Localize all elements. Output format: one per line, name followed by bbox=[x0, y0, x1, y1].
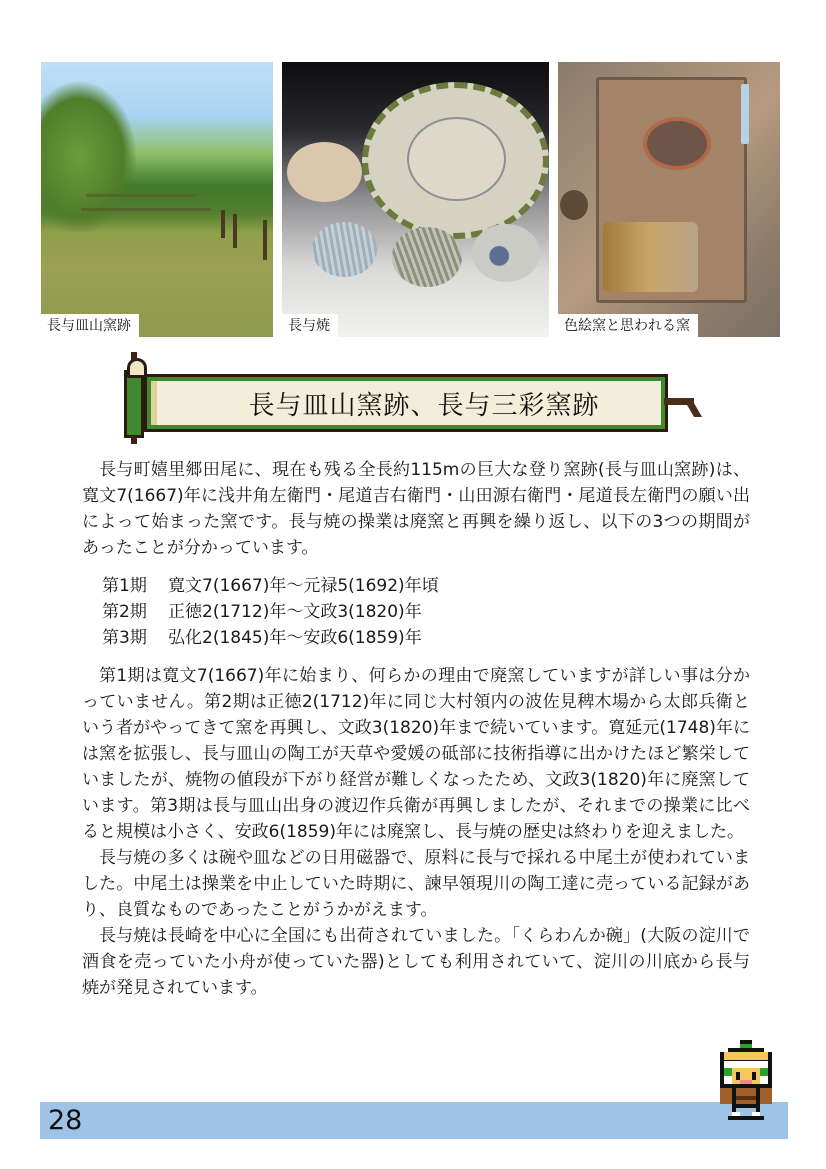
photo-caption: 色絵窯と思われる窯 bbox=[558, 314, 698, 337]
scroll-knob-icon bbox=[131, 352, 137, 360]
scroll-knob-icon bbox=[131, 436, 137, 444]
scroll-paper bbox=[151, 381, 661, 425]
period-label: 第3期 bbox=[102, 628, 147, 648]
pixel-mascot-icon bbox=[712, 1040, 784, 1128]
fence-post bbox=[221, 210, 225, 238]
photo-kiln-site bbox=[41, 62, 273, 337]
article-body bbox=[82, 457, 750, 1001]
photo-excavated-kiln bbox=[558, 62, 780, 337]
photo-caption: 長与焼 bbox=[282, 314, 338, 337]
footer-bar bbox=[40, 1102, 788, 1139]
history-paragraph: 第1期は寛文7(1667)年に始まり、何らかの理由で廃窯していますが詳しい事は分かっていません。第2期は正徳2(1712)年に同じ大村領内の波佐見稗木場から太郎兵衛という者がやってきて窯を再興し、文政3(1820)年まで続いています。寛延元(1748)年には窯を拡張し、長与皿山の陶工が天草や愛媛の砥部に技術指導に出かけたほど繁栄していましたが、焼物の値段が下がり経営が難しくなったため、文政3(1820)年に廃窯しています。第3期は長与皿山出身の渡辺作兵衛が再興しましたが、それまでの操業に比べると規模は小さく、安政6(1859)年には廃窯し、長与焼の歴史は終わりを迎えました。 bbox=[82, 666, 750, 842]
period-row bbox=[102, 599, 750, 625]
period-label: 第1期 bbox=[102, 576, 147, 596]
terrace-line bbox=[86, 194, 196, 197]
measuring-pole bbox=[741, 84, 749, 144]
terrace-line bbox=[81, 208, 211, 211]
plate-center bbox=[407, 117, 506, 201]
scroll-string-end-icon bbox=[686, 403, 702, 417]
side-hole bbox=[560, 190, 588, 220]
kiln-floor bbox=[603, 222, 698, 292]
period-range: 弘化2(1845)年～安政6(1859)年 bbox=[168, 628, 422, 648]
photo-nagayo-ware bbox=[282, 62, 549, 337]
section-title: 長与皿山窯跡、長与三彩窯跡 bbox=[248, 390, 600, 421]
photo-caption: 長与皿山窯跡 bbox=[41, 314, 139, 337]
scroll-rod bbox=[124, 370, 144, 438]
bowl bbox=[312, 222, 377, 277]
scroll-band bbox=[144, 374, 668, 432]
bowl bbox=[287, 142, 362, 202]
kiln-hole bbox=[643, 117, 711, 170]
distribution-paragraph: 長与焼は長崎を中心に全国にも出荷されていました。「くらわんか碗」(大阪の淀川で酒食を売っていた小舟が使っていた器)としても利用されていて、淀川の川底から長与焼が発見されています。 bbox=[82, 926, 750, 998]
period-label: 第2期 bbox=[102, 602, 147, 622]
bowl bbox=[392, 227, 462, 287]
fence-post bbox=[233, 214, 237, 248]
section-heading-scroll bbox=[118, 352, 712, 442]
intro-paragraph: 長与町嬉里郷田尾に、現在も残る全長約115mの巨大な登り窯跡(長与皿山窯跡)は、寛文7(1667)年に浅井角左衛門・尾道吉右衛門・山田源右衛門・尾道長左衛門の願い出によって始まった窯です。長与焼の操業は廃窯と再興を繰り返し、以下の3つの期間があったことが分かっています。 bbox=[82, 460, 750, 558]
fence-post bbox=[263, 220, 267, 260]
page-number: 28 bbox=[48, 1105, 83, 1136]
period-range: 寛文7(1667)年～元禄5(1692)年頃 bbox=[168, 576, 439, 596]
bowl bbox=[472, 224, 540, 282]
clay-paragraph: 長与焼の多くは碗や皿などの日用磁器で、原料に長与で採れる中尾土が使われていました。中尾土は操業を中止していた時期に、諫早領現川の陶工達に売っている記録があり、良質なものであったことがうかがえます。 bbox=[82, 848, 750, 920]
scroll-rod-cap bbox=[127, 358, 147, 378]
period-range: 正徳2(1712)年～文政3(1820)年 bbox=[168, 602, 422, 622]
period-row bbox=[102, 625, 750, 651]
period-row bbox=[102, 573, 750, 599]
period-list bbox=[102, 573, 750, 651]
